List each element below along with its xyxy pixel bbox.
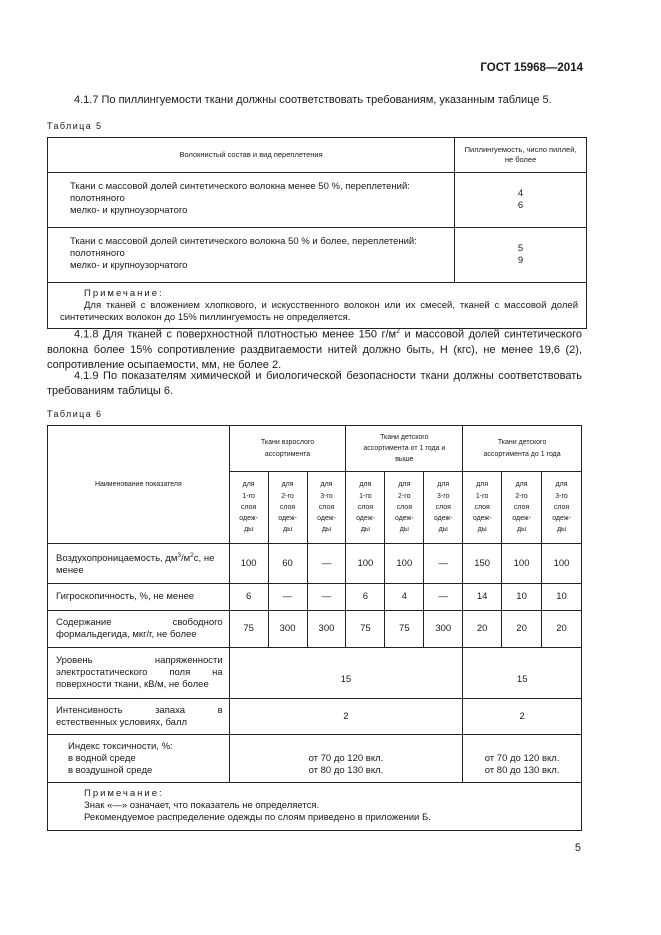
table6-cell: 6 — [346, 584, 385, 611]
table6-cell: 20 — [542, 611, 582, 648]
table6-cell: 20 — [463, 611, 502, 648]
table6-merged-cell: 2 — [229, 699, 463, 735]
paragraph-4-1-8-sup: 2 — [396, 328, 401, 335]
table6-cell: 300 — [268, 611, 307, 648]
table6-cell: — — [424, 544, 463, 584]
table6-cell: 10 — [542, 584, 582, 611]
table6-row-air-permeability-name: Воздухопроницаемость, $дм^3/м^2с$, не менее — [48, 544, 230, 584]
table5-note — [48, 283, 587, 329]
table-6 — [47, 425, 582, 831]
standard-number: ГОСТ 15968—2014 — [480, 62, 583, 74]
table6-cell: — — [268, 584, 307, 611]
table5-col-pilling: Пиллингуемость, число пиллей, не более — [455, 138, 587, 173]
table6-layer-3: для 3-го слоя одеж- ды — [424, 472, 463, 544]
table6-cell: 100 — [542, 544, 582, 584]
table5-col-composition: Волокнистый состав и вид переплетения — [48, 138, 455, 173]
table6-layer-1: для 1-го слоя одеж- ды — [463, 472, 502, 544]
table5-row2-value1: 5 — [517, 243, 524, 254]
table6-cell: 14 — [463, 584, 502, 611]
table6-cell: 150 — [463, 544, 502, 584]
table-row — [48, 173, 587, 228]
table5-row2-value2: 9 — [517, 255, 524, 266]
table6-cell: 4 — [385, 584, 424, 611]
table5-row2-values — [455, 228, 587, 283]
table6-caption: Таблица 6 — [47, 409, 103, 419]
table5-row2-text — [48, 228, 455, 283]
table6-cell: 100 — [502, 544, 542, 584]
table5-header-row — [48, 138, 587, 173]
table5-note-text: Для тканей с вложением хлопкового, и искусственного волокон или их смесей, тканей с массовой долей синтетических волокон до 15% пиллингуемость не определяется. — [60, 300, 578, 323]
table6-note-line2: Рекомендуемое распределение одежды по слоям приведено в приложении Б. — [84, 812, 431, 823]
table6-merged-cell: от 70 до 120 вкл. от 80 до 130 вкл. — [463, 735, 582, 783]
table6-merged-cell: от 70 до 120 вкл. от 80 до 130 вкл. — [229, 735, 463, 783]
table6-cell: 100 — [229, 544, 268, 584]
table6-cell: — — [307, 544, 346, 584]
table-row — [48, 699, 582, 735]
table5-caption: Таблица 5 — [47, 121, 103, 131]
table6-row-hygroscopicity-name: Гигроскопичность, %, не менее — [48, 584, 230, 611]
table-row — [48, 228, 587, 283]
table6-merged-cell: 2 — [463, 699, 582, 735]
table6-layer-3: для 3-го слоя одеж- ды — [307, 472, 346, 544]
table6-layer-1: для 1-го слоя одеж- ды — [229, 472, 268, 544]
table6-note-line1: Знак «—» означает, что показатель не определяется. — [84, 800, 320, 811]
table6-cell: 75 — [229, 611, 268, 648]
table6-indicator-header: Наименование показателя — [48, 426, 230, 544]
table-row — [48, 735, 582, 783]
table6-cell: 20 — [502, 611, 542, 648]
table-row — [48, 584, 582, 611]
paragraph-4-1-7: 4.1.7 По пиллингуемости ткани должны соответствовать требованиям, указанным таблице 5. — [74, 94, 552, 106]
table5-row1-line2: полотняного — [70, 193, 125, 204]
table6-cell: 75 — [346, 611, 385, 648]
table5-note-title: Примечание: — [84, 288, 164, 299]
table6-merged-cell: 15 — [229, 648, 463, 699]
table6-layer-2: для 2-го слоя одеж- ды — [385, 472, 424, 544]
table6-note-title: Примечание: — [84, 788, 164, 799]
table6-cell: — — [424, 584, 463, 611]
table-row — [48, 544, 582, 584]
table5-row2-line1: Ткани с массовой долей синтетического волокна 50 % и более, переплетений: — [70, 236, 417, 247]
table5-row1-values — [455, 173, 587, 228]
table5-row2-line3: мелко- и крупноузорчатого — [70, 260, 188, 271]
table6-layer-2: для 2-го слоя одеж- ды — [502, 472, 542, 544]
table6-cell: 75 — [385, 611, 424, 648]
table6-note-row — [48, 783, 582, 831]
paragraph-4-1-8-part1: 4.1.8 Для тканей с поверхностной плотностью менее 150 г/м — [74, 328, 397, 341]
table5-row1-value1: 4 — [517, 188, 524, 199]
table6-row-odour-name: Интенсивность запаха в естественных условиях, балл — [48, 699, 230, 735]
table5-note-row — [48, 283, 587, 329]
table5-row1-text — [48, 173, 455, 228]
table6-group-row — [48, 426, 582, 472]
paragraph-4-1-8 — [47, 324, 582, 373]
table6-cell: 6 — [229, 584, 268, 611]
table6-cell: — — [307, 584, 346, 611]
table6-layer-3: для 3-го слоя одеж- ды — [542, 472, 582, 544]
paragraph-4-1-9: 4.1.9 По показателям химической и биологической безопасности ткани должны соответствовать требованиям таблицы 6. — [47, 370, 582, 397]
table6-layer-2: для 2-го слоя одеж- ды — [268, 472, 307, 544]
table6-cell: 60 — [268, 544, 307, 584]
table-5 — [47, 137, 587, 329]
table5-row1-line1: Ткани с массовой долей синтетического волокна менее 50 %, переплетений: — [70, 181, 410, 192]
page-number: 5 — [574, 842, 581, 854]
table6-group-adult: Ткани взрослого ассортимента — [229, 426, 346, 472]
table6-group-child-1plus: Ткани детского ассортимента от 1 года и выше — [346, 426, 463, 472]
table6-cell: 300 — [424, 611, 463, 648]
table6-row-formaldehyde-name: Содержание свободного формальдегида, мкг/г, не более — [48, 611, 230, 648]
paragraph-4-1-8-part2: и массовой долей синтетического волокна более 15% сопротивление раздвигаемости нитей должно быть, Н (кгс), не менее 19,6 (2), сопротивление осыпаемости, мм, не более 2. — [47, 328, 582, 371]
table6-cell: 100 — [346, 544, 385, 584]
table5-row1-value2: 6 — [517, 200, 524, 211]
table6-note — [48, 783, 582, 831]
table-row — [48, 648, 582, 699]
table6-group-child-under1: Ткани детского ассортимента до 1 года — [463, 426, 582, 472]
table6-layer-1: для 1-го слоя одеж- ды — [346, 472, 385, 544]
table6-cell: 100 — [385, 544, 424, 584]
table-row — [48, 611, 582, 648]
table6-row-electrostatic-name: Уровень напряженности электростатического поля на поверхности ткани, кВ/м, не более — [48, 648, 230, 699]
table5-row2-line2: полотняного — [70, 248, 125, 259]
table6-cell: 300 — [307, 611, 346, 648]
table6-row-toxicity-name: Индекс токсичности, %: в водной среде в воздушной среде — [48, 735, 230, 783]
table6-cell: 10 — [502, 584, 542, 611]
table6-merged-cell: 15 — [463, 648, 582, 699]
table5-row1-line3: мелко- и крупноузорчатого — [70, 205, 188, 216]
